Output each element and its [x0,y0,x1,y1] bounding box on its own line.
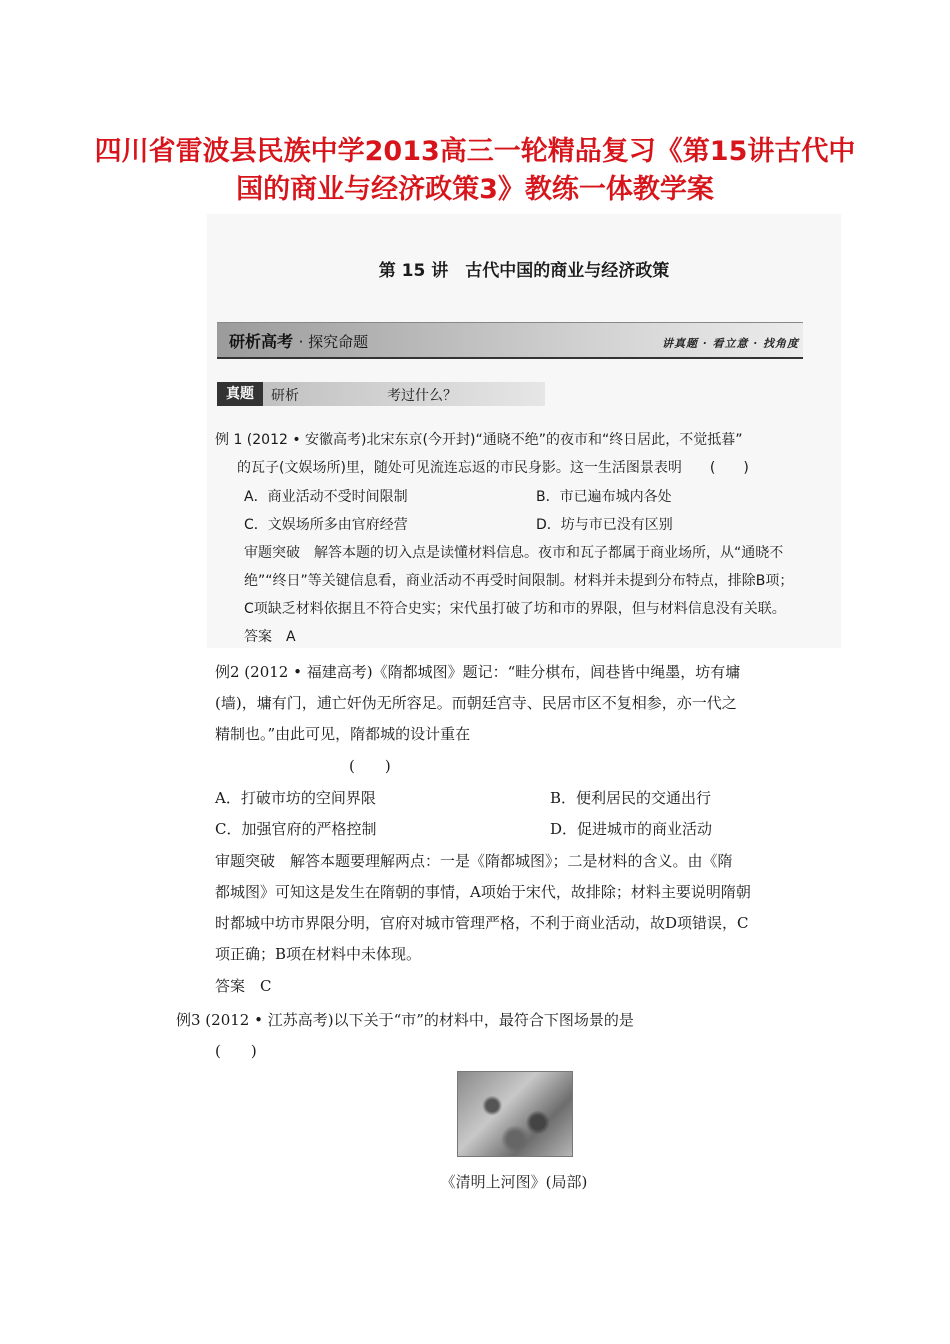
example-2-stem-cont: 精制也。”由此可见，隋都城的设计重在 [215,725,471,743]
banner-heading-sub: · 探究命题 [298,333,369,351]
example-1-option-d: D．坊与市已没有区别 [536,517,673,533]
example-2-option-d: D．促进城市的商业活动 [550,820,713,838]
banner-heading [229,329,368,352]
example-1-option-a: A．商业活动不受时间限制 [244,489,408,505]
example-1-analysis: 审题突破 解答本题的切入点是读懂材料信息。夜市和瓦子都属于商业场所，从“通晓不 [244,545,784,561]
example-2-option-b: B．便利居民的交通出行 [550,789,712,807]
example-1-answer: 答案 A [244,629,296,645]
example-2-stem-cont: (墙)，墉有门，逋亡奸伪无所容足。而朝廷宫寺、民居市区不复相参，亦一代之 [215,694,737,712]
example-2-analysis-cont: 项正确；B项在材料中未体现。 [215,945,422,963]
example-2-option-c: C．加强官府的严格控制 [215,820,377,838]
example-1-analysis-cont: 绝”“终日”等关键信息看，商业活动不再受时间限制。材料并未提到分布特点，排除B项； [244,573,794,589]
example-2-option-a: A．打破市坊的空间界限 [215,789,376,807]
example-1-stem: 例 1 (2012 • 安徽高考)北宋东京(今开封)“通晓不绝”的夜市和“终日居此，不觉抵暮” [215,432,743,448]
example-2-analysis: 审题突破 解答本题要理解两点：一是《隋都城图》；二是材料的含义。由《隋 [215,852,733,870]
example-1-option-c: C．文娱场所多由官府经营 [244,517,408,533]
subsection-box: 真题 [217,382,263,406]
subsection-bar [217,382,545,406]
example-3-stem: 例3 (2012 • 江苏高考)以下关于“市”的材料中，最符合下图场景的是 [176,1011,634,1029]
document-title-line-1: 四川省雷波县民族中学2013高三一轮精品复习《第15讲古代中 [94,136,856,167]
banner-slogan: 讲真题 · 看立意 · 找角度 [662,337,799,350]
section-banner [217,322,803,359]
example-2-analysis-cont: 时都城中坊市界限分明，官府对城市管理严格，不利于商业活动，故D项错误，C [215,914,749,932]
document-title-line-2: 国的商业与经济政策3》教练一体教学案 [236,174,714,205]
example-1-stem-cont: 的瓦子(文娱场所)里，随处可见流连忘返的市民身影。这一生活图景表明 ( ) [237,460,749,476]
example-2-answer: 答案 C [215,977,272,995]
example-3-answer-bracket: ( ) [215,1042,257,1060]
example-2-answer-bracket: ( ) [349,757,391,775]
figure-caption: 《清明上河图》(局部) [440,1173,588,1191]
banner-heading-main: 研析高考 [229,332,294,351]
subsection-question: 考过什么？ [387,388,457,404]
painting-figure-image [457,1071,573,1157]
subsection-label: 研析 [271,388,299,404]
example-1-analysis-cont: C项缺乏材料依据且不符合史实；宋代虽打破了坊和市的界限，但与材料信息没有关联。 [244,601,786,617]
lecture-title: 第 15 讲 古代中国的商业与经济政策 [378,261,670,281]
example-2-analysis-cont: 都城图》可知这是发生在隋朝的事情，A项始于宋代，故排除；材料主要说明隋朝 [215,883,751,901]
example-1-option-b: B．市已遍布城内各处 [536,489,672,505]
example-2-stem: 例2 (2012 • 福建高考)《隋都城图》题记：“畦分棋布，闾巷皆中绳墨，坊有墉 [215,663,741,681]
